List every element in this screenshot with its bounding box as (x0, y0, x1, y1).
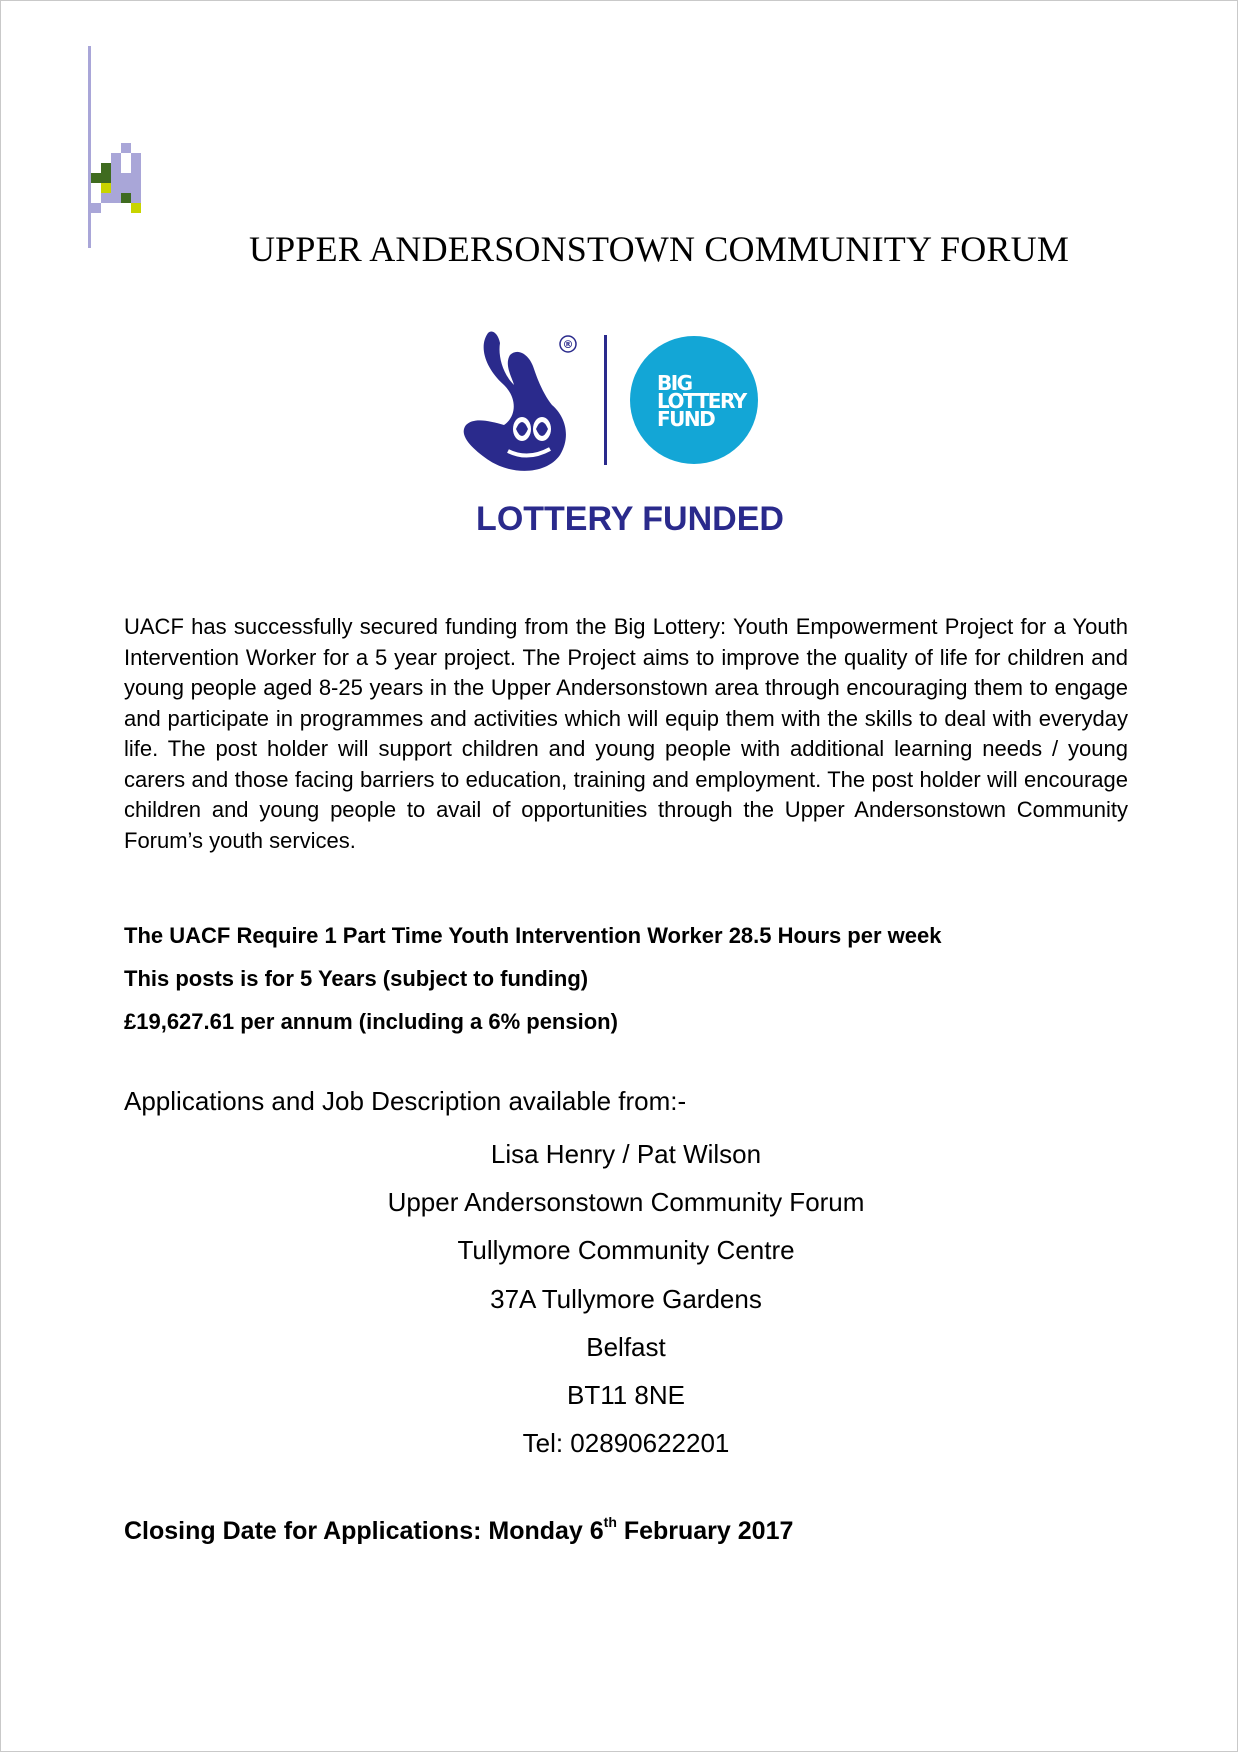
post-duration: This posts is for 5 Years (subject to funding) (124, 966, 589, 991)
contact-address (124, 1130, 1128, 1467)
pixel-block-mark-icon (86, 46, 166, 256)
lottery-funded-logo (460, 325, 800, 545)
closing-date (124, 1514, 794, 1546)
registered-mark-text: ® (562, 338, 574, 351)
post-details (124, 914, 1128, 1043)
address-organisation: Upper Andersonstown Community Forum (387, 1187, 865, 1218)
closing-date-prefix: Closing Date for Applications: Monday 6 (124, 1517, 604, 1545)
address-postcode: BT11 8NE (566, 1380, 685, 1411)
intro-paragraph: UACF has successfully secured funding from the Big Lottery: Youth Empowerment Project for a Youth Intervention Worker for a 5 year project. The Project aims to improve the quality of life for children and young people aged 8-25 years in the Upper Andersonstown area through encouraging them to engage and participate in programmes and activities which will equip them with the skills to deal with everyday life. The post holder will support children and young people with additional learning needs / young carers and those facing barriers to education, training and employment. The post holder will encourage children and young people to avail of opportunities through the Upper Andersonstown Community Forum’s youth services. (124, 614, 1128, 853)
contact-names: Lisa Henry / Pat Wilson (490, 1139, 762, 1169)
closing-date-suffix: February 2017 (616, 1517, 794, 1545)
crossed-fingers-hand-icon (464, 331, 566, 470)
address-venue: Tullymore Community Centre (457, 1235, 795, 1266)
badge-line-1: BIG (657, 371, 692, 395)
organisation-title: UPPER ANDERSONSTOWN COMMUNITY FORUM (248, 229, 1070, 269)
closing-date-ordinal: th (603, 1514, 617, 1530)
application-heading: Applications and Job Description available from:- (124, 1086, 687, 1116)
post-salary: £19,627.61 per annum (including a 6% pension) (124, 1009, 618, 1034)
address-city: Belfast (586, 1331, 666, 1362)
badge-line-2: LOTTERY (657, 389, 746, 413)
address-street: 37A Tullymore Gardens (490, 1283, 762, 1314)
badge-line-3: FUND (657, 407, 715, 431)
lottery-funded-label: LOTTERY FUNDED (476, 500, 784, 538)
logo-divider (604, 335, 607, 465)
post-requirement: The UACF Require 1 Part Time Youth Intervention Worker 28.5 Hours per week (124, 923, 942, 948)
contact-phone: Tel: 02890622201 (522, 1428, 730, 1459)
registered-mark (560, 336, 576, 352)
